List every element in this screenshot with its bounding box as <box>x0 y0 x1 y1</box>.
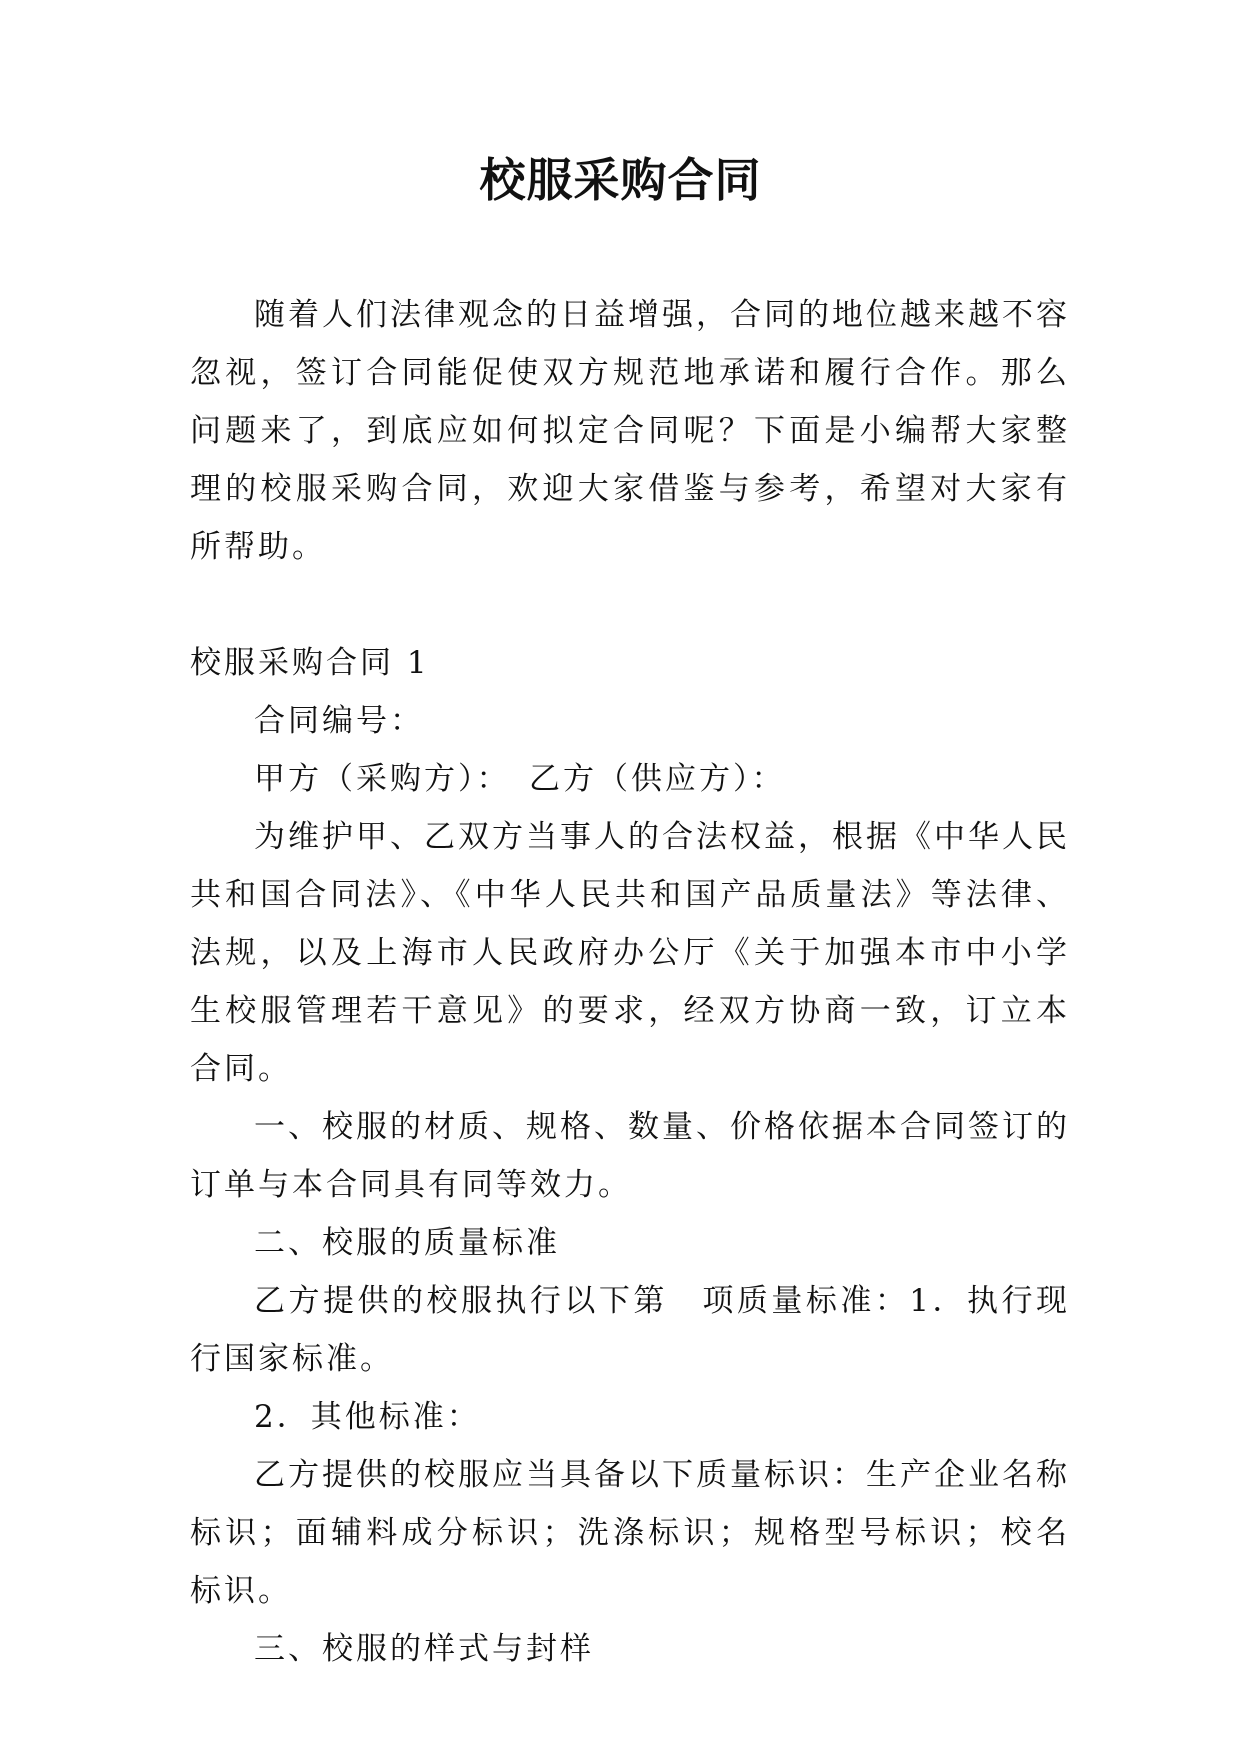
parties-line: 甲方（采购方）： 乙方（供应方）： <box>254 761 786 797</box>
other-standard-line: 2．其他标准： <box>254 1399 481 1435</box>
document-title: 校服采购合同 <box>479 153 762 207</box>
clause-3-heading: 三、校服的样式与封样 <box>254 1631 594 1667</box>
quality-standard-paragraph: 乙方提供的校服执行以下第 项质量标准：1．执行现行国家标准。 <box>190 1283 1070 1377</box>
quality-label-paragraph: 乙方提供的校服应当具备以下质量标识：生产企业名称标识；面辅料成分标识；洗涤标识；规格型号标识；校名标识。 <box>190 1457 1070 1609</box>
intro-paragraph: 随着人们法律观念的日益增强，合同的地位越来越不容忽视，签订合同能促使双方规范地承诺和履行合作。那么问题来了，到底应如何拟定合同呢？下面是小编帮大家整理的校服采购合同，欢迎大家借鉴与参考，希望对大家有所帮助。 <box>190 297 1070 565</box>
contract-number-line: 合同编号： <box>254 703 424 739</box>
preamble-paragraph: 为维护甲、乙双方当事人的合法权益，根据《中华人民共和国合同法》、《中华人民共和国产品质量法》等法律、法规，以及上海市人民政府办公厅《关于加强本市中小学生校服管理若干意见》的要求，经双方协商一致，订立本合同。 <box>190 819 1070 1087</box>
clause-1-paragraph: 一、校服的材质、规格、数量、价格依据本合同签订的订单与本合同具有同等效力。 <box>190 1109 1070 1203</box>
document-body <box>190 286 1070 1678</box>
section-heading: 校服采购合同 1 <box>190 645 430 681</box>
clause-2-heading: 二、校服的质量标准 <box>254 1225 560 1261</box>
